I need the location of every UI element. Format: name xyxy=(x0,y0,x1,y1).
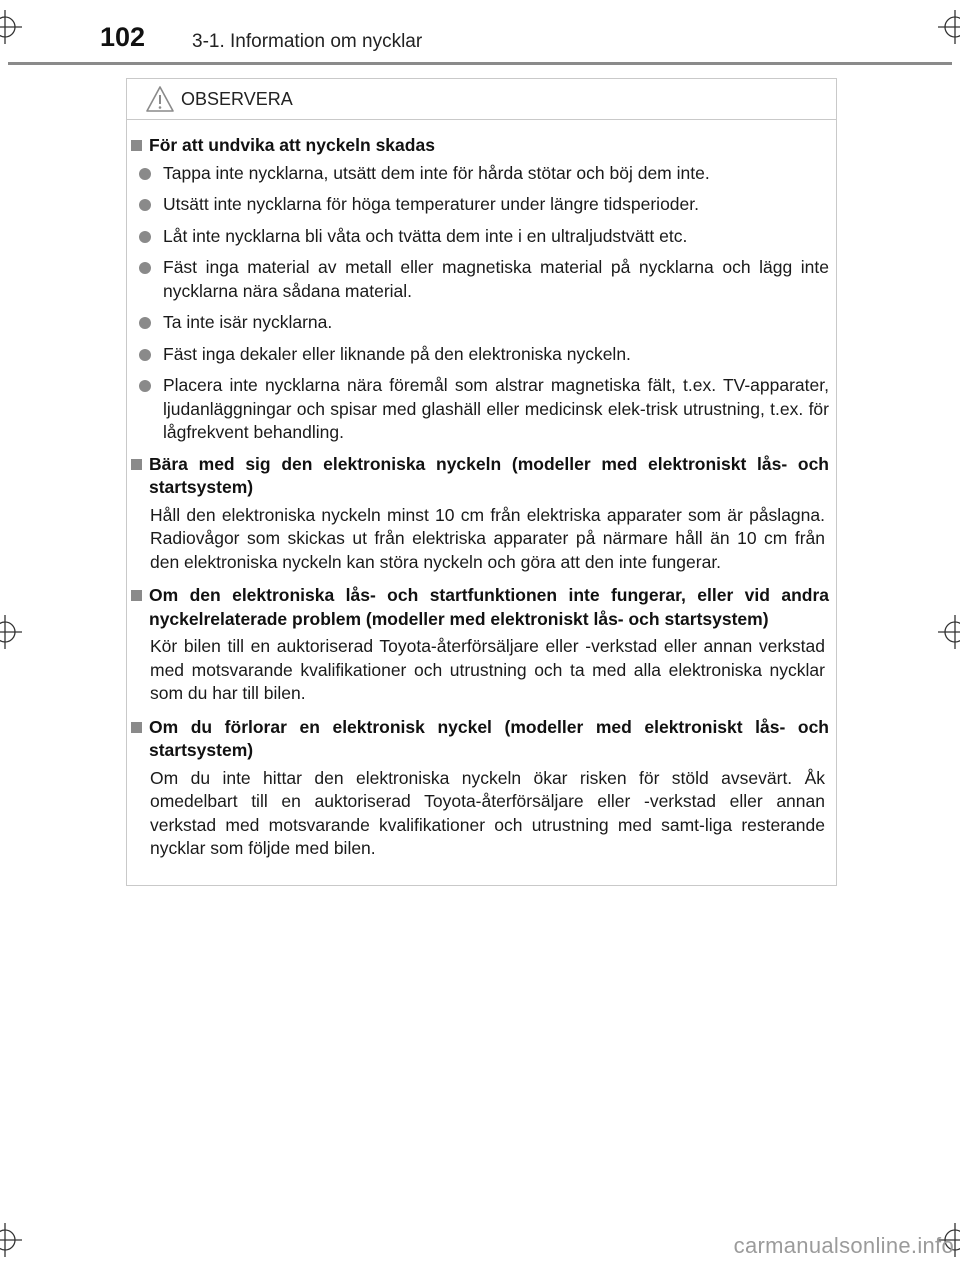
square-bullet-icon xyxy=(131,716,149,763)
list-item: Ta inte isär nycklarna. xyxy=(139,311,829,335)
registration-crosshair-icon xyxy=(938,615,960,649)
page-number: 102 xyxy=(100,22,146,52)
section-heading: För att undvika att nyckeln skadas xyxy=(131,134,829,158)
list-item: Låt inte nycklarna bli våta och tvätta dem inte i en ultraljudstvätt etc. xyxy=(139,225,829,249)
section-title: 3-1. Information om nycklar xyxy=(192,31,423,52)
round-bullet-icon xyxy=(139,374,163,445)
round-bullet-icon xyxy=(139,193,163,217)
round-bullet-icon xyxy=(139,225,163,249)
section-heading: Om du förlorar en elektronisk nyckel (modeller med elektroniskt lås- och startsystem) xyxy=(131,716,829,763)
watermark: carmanualsonline.info xyxy=(733,1233,954,1258)
warning-triangle-icon xyxy=(145,85,175,113)
section-paragraph: Om du inte hittar den elektroniska nyckeln ökar risken för stöld avsevärt. Åk omedelbart till en auktoriserad Toyota-återförsäljare eller -verkstad eller annan verkstad med motsvarande kvalifikationer och utrustning med samt-liga resterande nycklar som följde med bilen. xyxy=(150,767,825,858)
square-bullet-icon xyxy=(131,584,149,631)
square-bullet-icon xyxy=(131,134,149,158)
page-header xyxy=(0,0,960,70)
section-paragraph: Kör bilen till en auktoriserad Toyota-återförsäljare eller -verkstad eller annan verkstad med motsvarande kvalifikationer och utrustning och ta med alla elektroniska nycklar som du har till bilen. xyxy=(150,636,825,703)
round-bullet-icon xyxy=(139,311,163,335)
round-bullet-icon xyxy=(139,256,163,303)
section-heading: Bära med sig den elektroniska nyckeln (modeller med elektroniskt lås- och startsystem) xyxy=(131,453,829,500)
notice-content xyxy=(131,134,829,871)
list-item: Fäst inga dekaler eller liknande på den elektroniska nyckeln. xyxy=(139,343,829,367)
notice-title: OBSERVERA xyxy=(181,89,293,109)
registration-crosshair-icon xyxy=(0,1223,22,1257)
registration-crosshair-icon xyxy=(0,615,22,649)
list-item: Fäst inga material av metall eller magnetiska material på nycklarna och lägg inte nycklarna nära sådana material. xyxy=(139,256,829,303)
list-item: Tappa inte nycklarna, utsätt dem inte för hårda stötar och böj dem inte. xyxy=(139,162,829,186)
list-item: Utsätt inte nycklarna för höga temperaturer under längre tidsperioder. xyxy=(139,193,829,217)
round-bullet-icon xyxy=(139,343,163,367)
notice-box xyxy=(126,78,837,886)
header-divider xyxy=(8,62,952,65)
notice-header xyxy=(127,79,836,120)
section-heading: Om den elektroniska lås- och startfunktionen inte fungerar, eller vid andra nyckelrelaterade problem (modeller med elektroniskt lås- och startsystem) xyxy=(131,584,829,631)
round-bullet-icon xyxy=(139,162,163,186)
section-paragraph: Håll den elektroniska nyckeln minst 10 cm från elektriska apparater som är påslagna. Radiovågor som skickas ut från elektriska apparater på närmare håll än 10 cm från den elektroniska nyckeln kan störa nyckeln och göra att den inte fungerar. xyxy=(150,504,825,572)
square-bullet-icon xyxy=(131,453,149,500)
list-item: Placera inte nycklarna nära föremål som alstrar magnetiska fält, t.ex. TV-apparater, ljudanläggningar och spisar med glashäll eller medicinsk elek-trisk utrustning, t.ex. för lågfrekvent behandling. xyxy=(139,374,829,445)
